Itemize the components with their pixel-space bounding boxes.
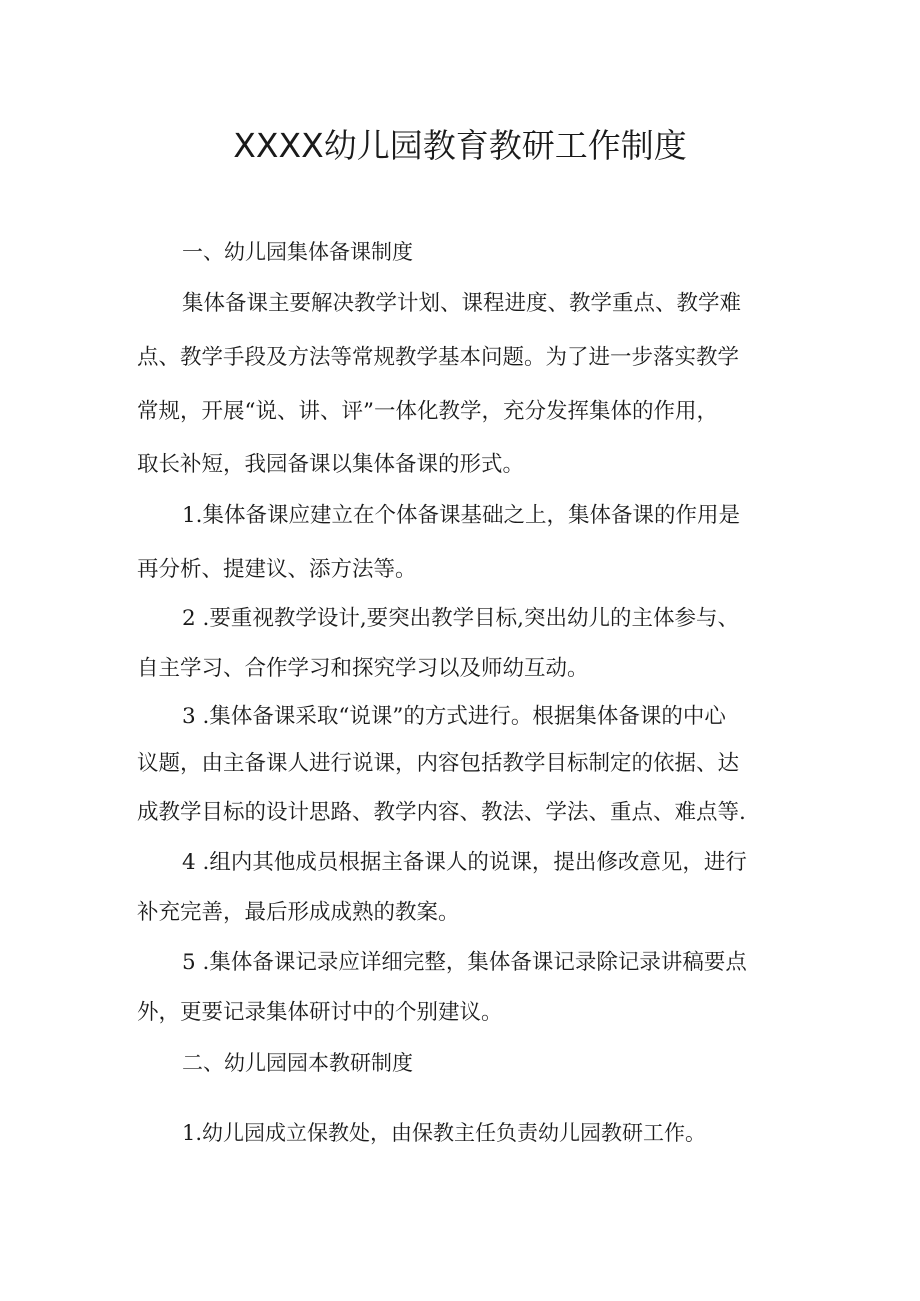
list-item-4-line: 补充完善，最后形成成熟的教案。: [137, 900, 460, 925]
paragraph-line: 集体备课主要解决教学计划、课程进度、教学重点、教学难: [182, 291, 742, 316]
section-2-heading: 二、幼儿园园本教研制度: [182, 1051, 413, 1075]
list-item-3-line: 3 .集体备课采取“说课”的方式进行。根据集体备课的中心: [182, 704, 726, 729]
paragraph-line: 取长补短，我园备课以集体备课的形式。: [137, 452, 525, 477]
section-2-item-1: 1.幼儿园成立保教处，由保教主任负责幼儿园教研工作。: [182, 1121, 707, 1145]
list-item-3-line: 议题，由主备课人进行说课，内容包括教学目标制定的依据、达: [137, 751, 740, 776]
document-title: XXXX幼儿园教育教研工作制度: [233, 126, 687, 165]
list-item-5-line: 外，更要记录集体研讨中的个别建议。: [137, 1000, 503, 1025]
list-item-2-line: 2 .要重视教学设计,要突出教学目标,突出幼儿的主体参与、: [182, 606, 740, 631]
paragraph-line: 点、教学手段及方法等常规教学基本问题。为了进一步落实教学: [137, 345, 740, 370]
list-item-5-line: 5 .集体备课记录应详细完整，集体备课记录除记录讲稿要点: [182, 950, 747, 975]
list-item-1-line: 再分析、提建议、添方法等。: [137, 557, 417, 582]
list-item-1-line: 1.集体备课应建立在个体备课基础之上，集体备课的作用是: [182, 503, 741, 528]
list-item-2-line: 自主学习、合作学习和探究学习以及师幼互动。: [137, 656, 589, 681]
list-item-3-line: 成教学目标的设计思路、教学内容、教法、学法、重点、难点等.: [137, 800, 746, 825]
section-1-heading: 一、幼儿园集体备课制度: [182, 240, 413, 264]
paragraph-line: 常规，开展“说、讲、评”一体化教学，充分发挥集体的作用，: [137, 399, 718, 424]
list-item-4-line: 4 .组内其他成员根据主备课人的说课，提出修改意见，进行: [182, 850, 747, 875]
